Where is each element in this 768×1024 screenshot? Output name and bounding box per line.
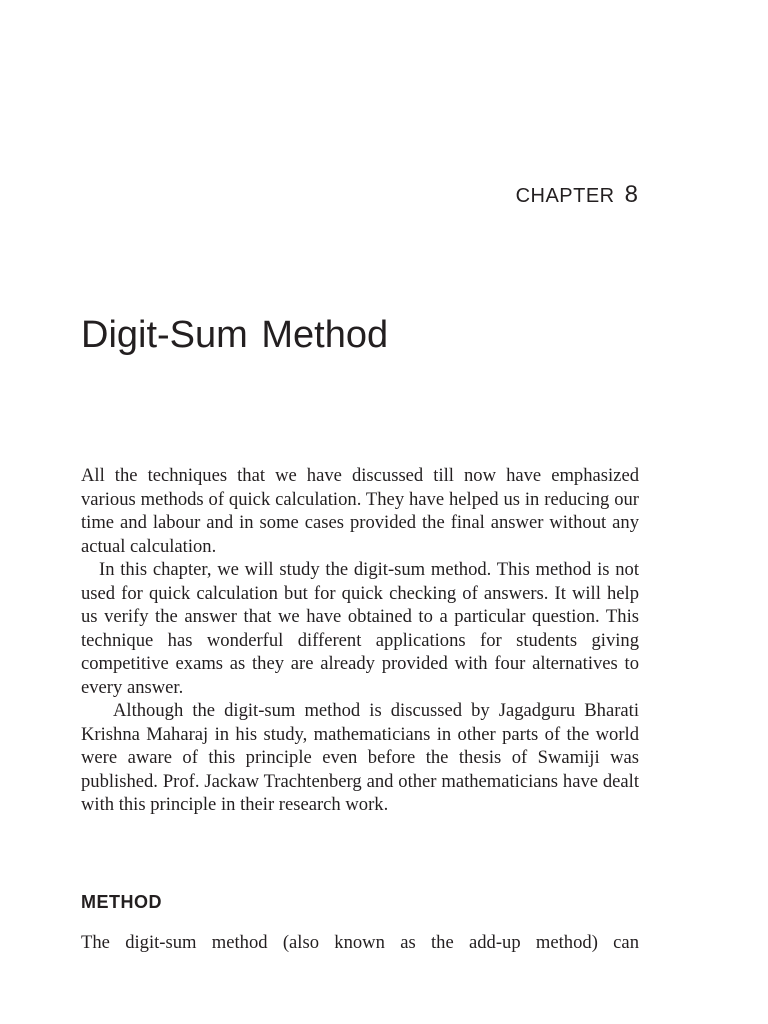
- paragraph-2: In this chapter, we will study the digit-sum method. This method is not used for quick calculation but for quick checking of answers. It will help us verify the answer that we have obtained to a particular question. This technique has wonderful different applications for students giving competitive exams as they are already provided with four alternatives to every answer.: [81, 559, 639, 698]
- paragraph-3: Although the digit-sum method is discussed by Jagadguru Bharati Krishna Maharaj in his study, mathematicians in other parts of the world were aware of this principle even before the thesis of Swamiji was published. Prof. Jackaw Trachtenberg and other mathematicians have dealt with this principle in their research work.: [81, 700, 639, 815]
- chapter-word: CHAPTER: [515, 185, 615, 207]
- chapter-title: Digit-Sum Method: [81, 314, 389, 356]
- section-heading: METHOD: [81, 892, 162, 912]
- chapter-label: [516, 181, 638, 209]
- paragraph-1: All the techniques that we have discussed till now have emphasized various methods of quick calculation. They have helped us in reducing our time and labour and in some cases provided the final answer without any actual calculation.: [81, 465, 639, 557]
- section-paragraph: The digit-sum method (also known as the add-up method) can: [81, 932, 639, 953]
- intro-text: [81, 464, 639, 817]
- chapter-number: 8: [624, 181, 638, 208]
